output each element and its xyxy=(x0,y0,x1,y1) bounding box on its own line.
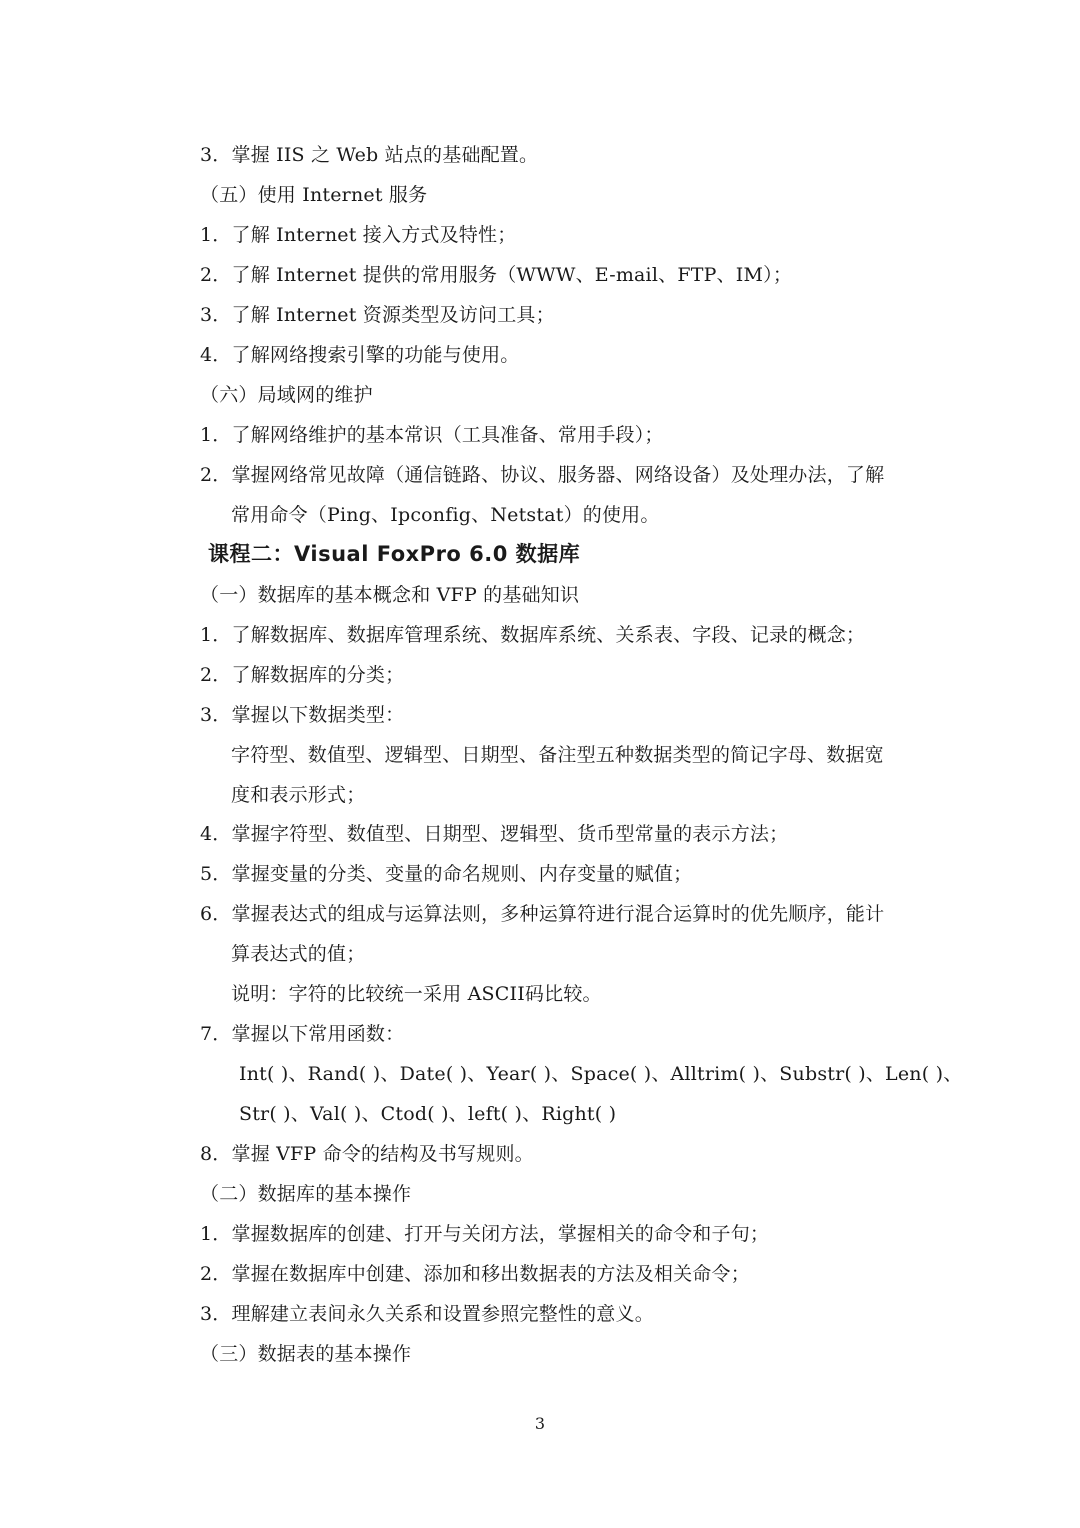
function-list: Str( )、Val( )、Ctod( )、left( )、Right( ) xyxy=(239,1103,617,1125)
list-item-continuation: 字符型、数值型、逻辑型、日期型、备注型五种数据类型的简记字母、数据宽 xyxy=(231,744,884,766)
list-item: 3．掌握 IIS 之 Web 站点的基础配置。 xyxy=(200,144,539,166)
list-item: 8．掌握 VFP 命令的结构及书写规则。 xyxy=(200,1143,534,1165)
list-item-continuation: 度和表示形式； xyxy=(231,784,366,806)
list-item: 2．掌握在数据库中创建、添加和移出数据表的方法及相关命令； xyxy=(200,1263,750,1285)
list-item: 1．了解 Internet 接入方式及特性； xyxy=(200,224,517,246)
list-item: 6．掌握表达式的组成与运算法则，多种运算符进行混合运算时的优先顺序，能计 xyxy=(200,903,885,925)
list-item: 4．掌握字符型、数值型、日期型、逻辑型、货币型常量的表示方法； xyxy=(200,823,789,845)
section-heading: （六）局域网的维护 xyxy=(200,384,373,406)
list-item: 3．掌握以下数据类型： xyxy=(200,704,405,726)
section-heading: （二）数据库的基本操作 xyxy=(200,1183,412,1205)
list-item: 2．了解数据库的分类； xyxy=(200,664,405,686)
list-item-continuation: 常用命令（Ping、Ipconfig、Netstat）的使用。 xyxy=(231,504,660,526)
list-item: 7．掌握以下常用函数： xyxy=(200,1023,405,1045)
list-item: 2．了解 Internet 提供的常用服务（WWW、E-mail、FTP、IM）； xyxy=(200,264,793,286)
note-text: 说明：字符的比较统一采用 ASCII码比较。 xyxy=(231,983,602,1005)
list-item: 2．掌握网络常见故障（通信链路、协议、服务器、网络设备）及处理办法，了解 xyxy=(200,464,885,486)
function-list: Int( )、Rand( )、Date( )、Year( )、Space( )、Alltrim( )、Substr( )、Len( )、 xyxy=(239,1063,963,1085)
list-item: 1．了解网络维护的基本常识（工具准备、常用手段）； xyxy=(200,424,664,446)
list-item: 4．了解网络搜索引擎的功能与使用。 xyxy=(200,344,520,366)
list-item-continuation: 算表达式的值； xyxy=(231,943,366,965)
list-item: 1．掌握数据库的创建、打开与关闭方法，掌握相关的命令和子句； xyxy=(200,1223,770,1245)
section-heading: （一）数据库的基本概念和 VFP 的基础知识 xyxy=(200,584,580,606)
section-heading: （五）使用 Internet 服务 xyxy=(200,184,428,206)
list-item: 1．了解数据库、数据库管理系统、数据库系统、关系表、字段、记录的概念； xyxy=(200,624,866,646)
course-title: 课程二：Visual FoxPro 6.0 数据库 xyxy=(208,542,581,566)
list-item: 5．掌握变量的分类、变量的命名规则、内存变量的赋值； xyxy=(200,863,693,885)
list-item: 3．了解 Internet 资源类型及访问工具； xyxy=(200,304,555,326)
page-number: 3 xyxy=(534,1414,546,1433)
section-heading: （三）数据表的基本操作 xyxy=(200,1343,412,1365)
list-item: 3．理解建立表间永久关系和设置参照完整性的意义。 xyxy=(200,1303,654,1325)
